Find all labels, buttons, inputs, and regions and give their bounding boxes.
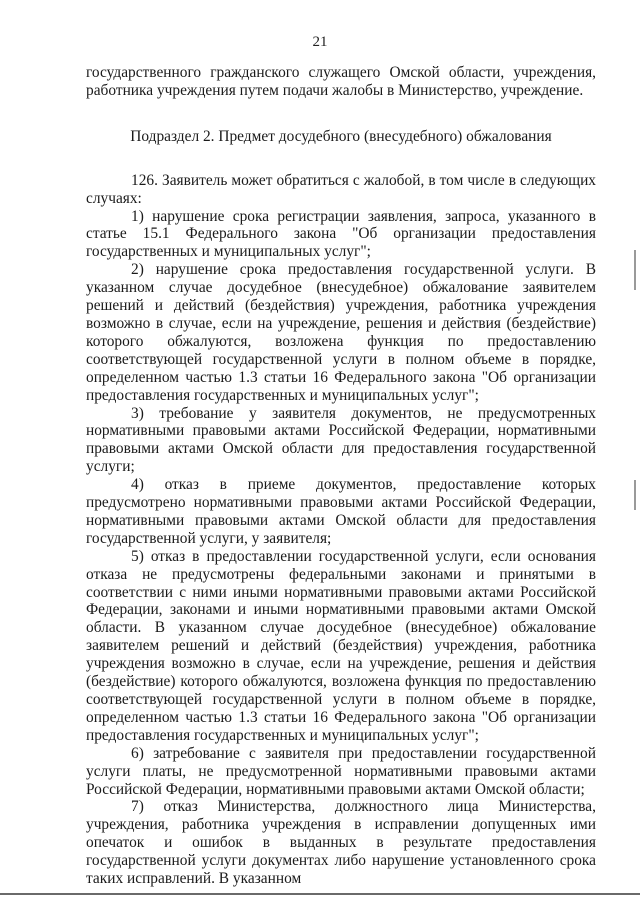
list-item-7: 7) отказ Министерства, должностного лица Министерства, учреждения, работника учреждения в исправлении допущенных ими опечаток и ошибок в выданных в результате предоставления государственной услуги документах либо нарушение установленного срока таких исправлений. В указанном — [86, 798, 596, 888]
list-item-2: 2) нарушение срока предоставления государственной услуги. В указанном случае досудебное (внесудебное) обжалование заявителем решений и действий (бездействия) учреждения, работника учреждения возможно в случае, если на учреждение, решения и действия (бездействие) которого обжалуются, возложена функция по предоставлению соответствующей государственной услуги в полном объеме в порядке, определенном частью 1.3 статьи 16 Федерального закона "Об организации предоставления государственных и муниципальных услуг"; — [86, 261, 596, 404]
list-item-4: 4) отказ в приеме документов, предоставление которых предусмотрено нормативными правовыми актами Российской Федерации, нормативными правовыми актами Омской области для предоставления государственной услуги, у заявителя; — [86, 476, 596, 547]
list-item-6: 6) затребование с заявителя при предоставлении государственной услуги платы, не предусмотренной нормативными правовыми актами Российской Федерации, нормативными правовыми актами Омской области; — [86, 744, 596, 798]
intro-paragraph: государственного гражданского служащего Омской области, учреждения, работника учреждения путем подачи жалобы в Министерство, учреждение. — [86, 64, 596, 99]
list-item-1: 1) нарушение срока регистрации заявления, запроса, указанного в статье 15.1 Федерального закона "Об организации предоставления государственных и муниципальных услуг"; — [86, 207, 596, 261]
list-item-3: 3) требование у заявителя документов, не предусмотренных нормативными правовыми актами Российской Федерации, нормативными правовыми актами Омской области для предоставления государственной услуги; — [86, 404, 596, 476]
document-body — [86, 64, 596, 888]
scan-edge-mark — [634, 480, 636, 510]
scan-bottom-edge — [0, 893, 640, 895]
page-number: 21 — [312, 34, 328, 50]
list-item-5: 5) отказ в предоставлении государственной услуги, если основания отказа не предусмотрены федеральными законами и принятыми в соответствии с ними иными нормативными правовыми актами Российской Федерации, законами и иными нормативными правовыми актами Омской области. В указанном случае досудебное (внесудебное) обжалование заявителем решений и действий (бездействия) учреждения, работника учреждения возможно в случае, если на учреждение, решения и действия (бездействие) которого обжалуются, возложена функция по предоставлению соответствующей государственной услуги в полном объеме в порядке, определенном частью 1.3 статьи 16 Федерального закона "Об организации предоставления государственных и муниципальных услуг"; — [86, 547, 596, 744]
scan-edge-mark — [634, 250, 636, 290]
paragraph-126: 126. Заявитель может обратиться с жалобой, в том числе в следующих случаях: — [86, 171, 596, 207]
section-heading: Подраздел 2. Предмет досудебного (внесудебного) обжалования — [130, 127, 552, 145]
